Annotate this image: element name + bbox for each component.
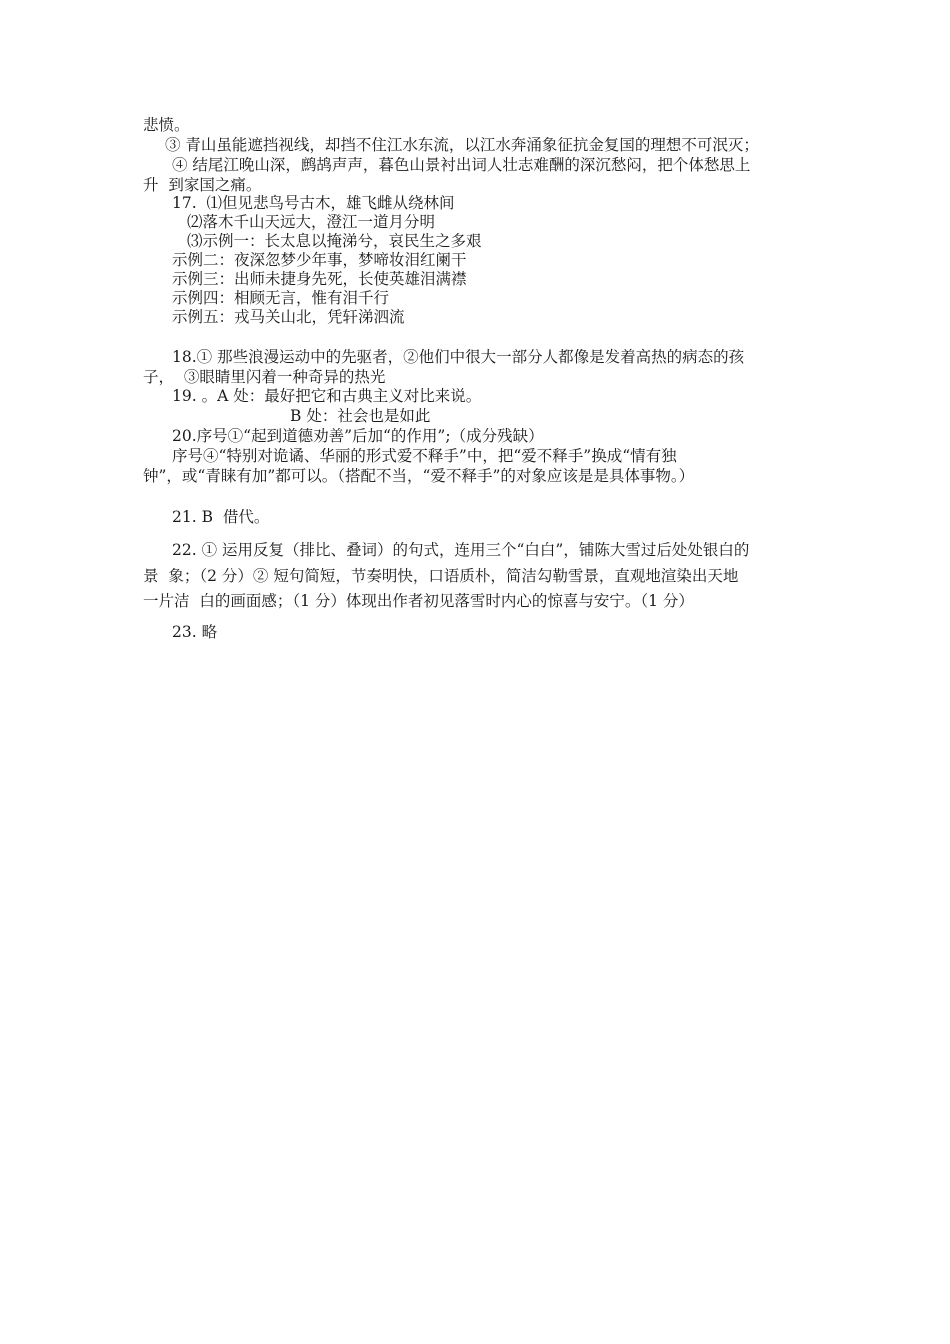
text-line: B 处：社会也是如此	[290, 407, 431, 425]
text-line: 钟”，或“青睐有加”都可以。（搭配不当，“爱不释手”的对象应该是是具体事物。）	[143, 467, 695, 485]
text-line: 示例二：夜深忽梦少年事，梦啼妆泪红阑干	[172, 251, 467, 269]
text-line: 23. 略	[172, 623, 218, 641]
text-line: ⑵落木千山天远大，澄江一道月分明	[187, 213, 436, 231]
text-line: 17. ⑴但见悲鸟号古木，雄飞雌从绕林间	[172, 194, 455, 212]
text-line: 22. ① 运用反复（排比、叠词）的句式，连用三个“白白”，铺陈大雪过后处处银白的	[172, 541, 750, 559]
text-line: 18.① 那些浪漫运动中的先驱者，②他们中很大一部分人都像是发着高热的病态的孩	[172, 348, 745, 366]
text-line: ④ 结尾江晚山深，鹧鸪声声，暮色山景衬出词人壮志难酬的深沉愁闷，把个体愁思上	[172, 156, 751, 174]
text-line: 20.序号①“起到道德劝善”后加“的作用”;（成分残缺）	[172, 427, 544, 445]
text-line: 子， ③眼睛里闪着一种奇异的热光	[143, 368, 386, 386]
text-line: 升 到家国之痛。	[143, 176, 262, 194]
text-line: 示例五：戎马关山北，凭轩涕泗流	[172, 308, 405, 326]
text-line: 示例四：相顾无言，惟有泪千行	[172, 289, 390, 307]
text-line: 19. 。A 处：最好把它和古典主义对比来说。	[172, 387, 482, 405]
text-line: 悲愤。	[143, 116, 190, 134]
text-line: 一片洁 白的画面感；（1 分）体现出作者初见落雪时内心的惊喜与安宁。（1 分）	[143, 592, 694, 610]
text-line: ③ 青山虽能遮挡视线，却挡不住江水东流，以江水奔涌象征抗金复国的理想不可泯灭；	[165, 136, 759, 154]
text-line: 序号④“特别对诡谲、华丽的形式爱不释手”中，把“爱不释手”换成“情有独	[172, 447, 677, 465]
text-line: ⑶示例一：长太息以掩涕兮，哀民生之多艰	[187, 232, 482, 250]
text-line: 示例三：出师未捷身先死，长使英雄泪满襟	[172, 270, 467, 288]
text-line: 21. B 借代。	[172, 508, 270, 526]
text-line: 景 象；（2 分）② 短句简短，节奏明快，口语质朴，简洁勾勒雪景，直观地渲染出天地	[143, 567, 739, 585]
